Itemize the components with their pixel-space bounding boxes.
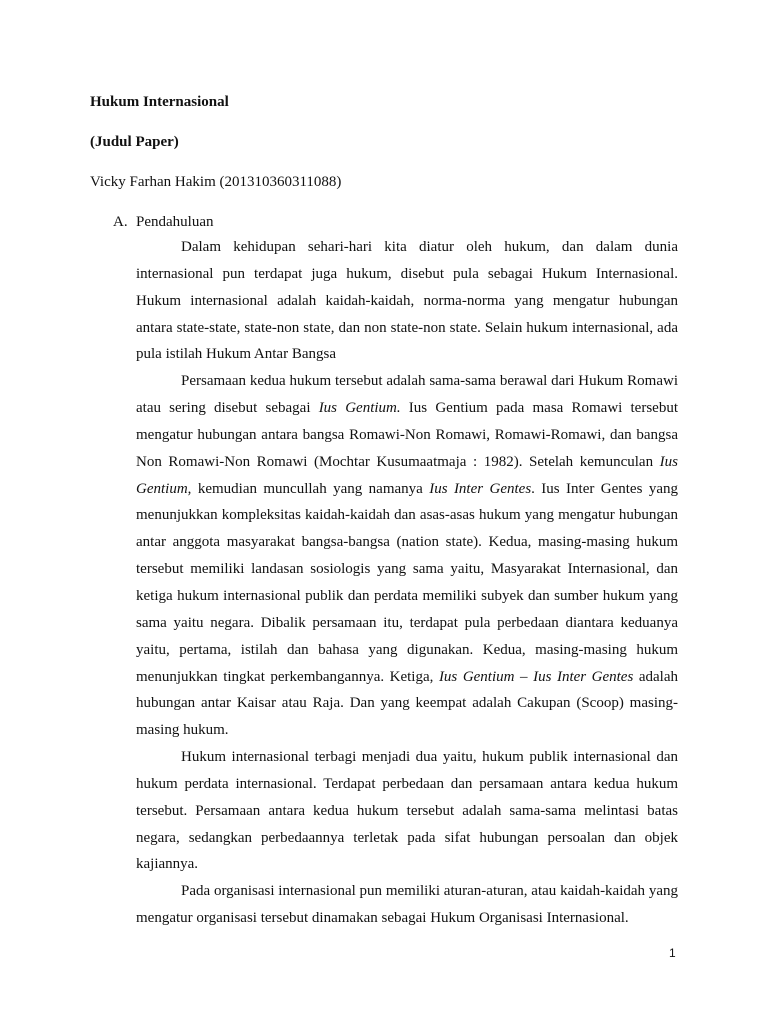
text-run: Ius Gentium pada masa Romawi tersebut mengatur hubungan antara bangsa Romawi-Non Romawi, Romawi-Romawi, dan bangsa Non Romawi-Non Romawi (Mochtar Kusumaatmaja : 1982). Setelah kemunculan bbox=[136, 400, 678, 470]
italic-text-run: Ius Gentium. bbox=[318, 400, 401, 417]
author-line: Vicky Farhan Hakim (201310360311088) bbox=[90, 174, 342, 190]
text-run: Hukum internasional terbagi menjadi dua yaitu, hukum publik internasional dan hukum perdata internasional. Terdapat perbedaan dan persamaan antara kedua hukum tersebut. Persamaan antara kedua hukum tersebut adalah sama-sama melintasi batas negara, sedangkan perbedaannya terletak pada sifat hubungan persoalan dan objek kajiannya. bbox=[136, 749, 678, 873]
italic-text-run: Ius Gentium – Ius Inter Gentes bbox=[438, 668, 634, 685]
body-paragraph bbox=[136, 234, 678, 368]
body-text bbox=[136, 234, 678, 932]
body-paragraph bbox=[136, 878, 678, 932]
text-run: Pada organisasi internasional pun memiliki aturan-aturan, atau kaidah-kaidah yang mengatur organisasi tersebut dinamakan sebagai Hukum Organisasi Internasional. bbox=[136, 883, 678, 927]
italic-text-run: Ius Inter Gentes bbox=[429, 480, 532, 497]
section-heading bbox=[113, 212, 213, 232]
text-run: Dalam kehidupan sehari-hari kita diatur oleh hukum, dan dalam dunia internasional pun terdapat juga hukum, disebut pula sebagai Hukum Internasional. Hukum internasional adalah kaidah-kaidah, norma-norma yang mengatur hubungan antara state-state, state-non state, dan non state-non state. Selain hukum internasional, ada pula istilah Hukum Antar Bangsa bbox=[136, 239, 678, 363]
body-paragraph bbox=[136, 368, 678, 744]
italic-text-run: Ius Gentium bbox=[136, 453, 678, 497]
page-number: 1 bbox=[669, 946, 676, 960]
text-run: , kemudian muncullah yang namanya bbox=[187, 480, 430, 497]
body-paragraph bbox=[136, 744, 678, 878]
text-run: Persamaan kedua hukum tersebut adalah sama-sama berawal dari Hukum Romawi atau sering disebut sebagai bbox=[136, 373, 678, 417]
document-subtitle: (Judul Paper) bbox=[90, 134, 179, 150]
text-run: . Ius Inter Gentes yang menunjukkan kompleksitas kaidah-kaidah dan asas-asas hukum yang mengatur hubungan antar anggota masyarakat bangsa-bangsa (nation state). Kedua, masing-masing hukum tersebut memiliki landasan sosiologis yang sama yaitu, Masyarakat Internasional, dan ketiga hukum internasional publik dan perdata memiliki subyek dan sumber hukum yang sama yaitu negara. Dibalik persamaan itu, terdapat pula perbedaan diantara keduanya yaitu, pertama, istilah dan bahasa yang digunakan. Kedua, masing-masing hukum menunjukkan tingkat perkembangannya. Ketiga, bbox=[136, 480, 678, 685]
section-heading-text: Pendahuluan bbox=[136, 214, 214, 230]
section-letter: A. bbox=[113, 214, 128, 230]
text-run: adalah hubungan antar Kaisar atau Raja. Dan yang keempat adalah Cakupan (Scoop) masing-masing hukum. bbox=[136, 668, 678, 739]
document-title: Hukum Internasional bbox=[90, 94, 229, 110]
